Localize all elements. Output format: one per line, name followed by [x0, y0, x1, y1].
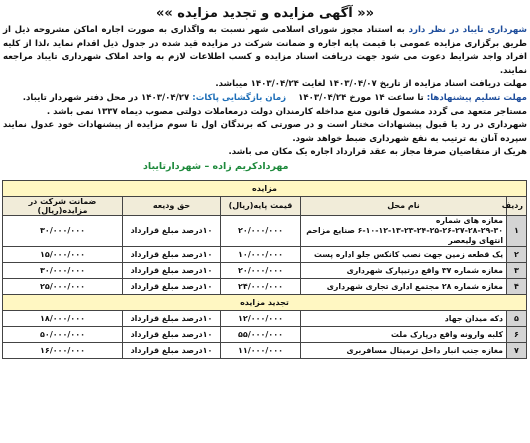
table-row: ۷ مغازه جنب انبار داخل ترمینال مسافربری ۱۱/۰۰۰/۰۰۰ ۱۰درصد مبلغ قرارداد ۱۶/۰۰۰/۰۰۰	[3, 342, 527, 358]
section-auction: مزایده	[3, 180, 527, 196]
single-lease-rule: هریک از متقاضیان صرفا مجاز به عقد قرارداد اجاره یک مکان می باشد.	[228, 147, 527, 158]
table-row: ۵ دکه میدان جهاد ۱۲/۰۰۰/۰۰۰ ۱۰درصد مبلغ قرارداد ۱۸/۰۰۰/۰۰۰	[3, 310, 527, 326]
table-row: ۱ مغازه های شماره ۳۰-۲۹-۲۸-۲۷-۲۶-۲۵-۲۴-۲۳-۱۳-۱۲-۱۰-۶ صنایع مزاحم انتهای ولیعصر ۲۰/۰۰۰/۰۰۰ ۱۰درصد مبلغ قرارداد ۳۰/۰۰۰/۰۰۰	[3, 215, 527, 246]
municipality-rights: شهرداری در رد یا قبول پیشنهادات مختار است و در صورتی که برندگان اول تا سوم مزایده از پیشنهادات خود عدول نمایند سپرده آنان به ترتیب به نفع شهرداری ضبط خواهد شود.	[3, 120, 527, 144]
auction-table	[2, 180, 527, 359]
table-header	[3, 196, 527, 215]
table-row: ۶ کلبه وارونه واقع درپارک ملت ۵۵/۰۰۰/۰۰۰ ۱۰درصد مبلغ قرارداد ۵۰/۰۰۰/۰۰۰	[3, 326, 527, 342]
tenant-condition: مستاجر متعهد می گردد مشمول قانون منع مداخله کارمندان دولت درمعاملات دولتی مصوب دیماه ۱۳۳۷ نمی باشد .	[46, 106, 527, 117]
submission-deadline: مهلت تسلیم پیشنهادها: تا ساعت ۱۴ مورخ ۱۴۰۳/۰۴/۲۴ زمان بازگشایی پاکات: ۱۴۰۳/۰۴/۲۷ در محل دفتر شهردار تایباد.	[22, 92, 527, 103]
intro-text: به استناد مجوز شورای اسلامی شهر نسبت به واگذاری به صورت اجاره اماکن مشروحه ذیل از طریق برگزاری مزایده عمومی با قیمت پایه اجاره و ضمانت شرکت در مزایده قید شده در جدول ذیل اقدام نماید ،لذا از کلیه افراد واجد شرایط دعوت می شود جهت دریافت اسناد مزایده و کسب اطلاعات لازم به واحد املاک شهرداری تایباد مراجعه نمایند.	[3, 25, 527, 76]
document-deadline: مهلت دریافت اسناد مزایده از تاریخ ۱۴۰۳/۰۴/۰۷ لغایت ۱۴۰۳/۰۴/۲۴ میباشد.	[215, 79, 527, 90]
signature: مهردادکریم زاده – شهردارتایباد	[143, 160, 289, 172]
header-base-price: قیمت پایه(ریال)	[221, 196, 301, 215]
table-row: ۳ مغازه شماره ۳۷ واقع درتیپارک شهرداری ۲۰/۰۰۰/۰۰۰ ۱۰درصد مبلغ قرارداد ۳۰/۰۰۰/۰۰۰	[3, 262, 527, 278]
table-row: ۴ مغازه شماره ۲۸ مجتمع اداری تجاری شهرداری ۲۴/۰۰۰/۰۰۰ ۱۰درصد مبلغ قرارداد ۲۵/۰۰۰/۰۰۰	[3, 278, 527, 294]
header-row: ردیف	[507, 196, 527, 215]
intro-paragraph-1	[3, 24, 527, 78]
header-deposit: حق ودیعه	[123, 196, 221, 215]
table-row: ۲ یک قطعه زمین جهت نصب کانکس جلو اداره پست ۱۰/۰۰۰/۰۰۰ ۱۰درصد مبلغ قرارداد ۱۵/۰۰۰/۰۰۰	[3, 246, 527, 262]
section-re-auction: تجدید مزایده	[3, 294, 527, 310]
ad-title: «« آگهی مزایده و تجدید مزایده »»	[155, 6, 375, 21]
header-place: نام محل	[301, 196, 507, 215]
intro-highlight: شهرداری تایباد در نظر دارد	[408, 25, 527, 35]
header-guarantee: ضمانت شرکت در مزایده(ریال)	[3, 196, 123, 215]
ad-intro	[3, 24, 527, 160]
